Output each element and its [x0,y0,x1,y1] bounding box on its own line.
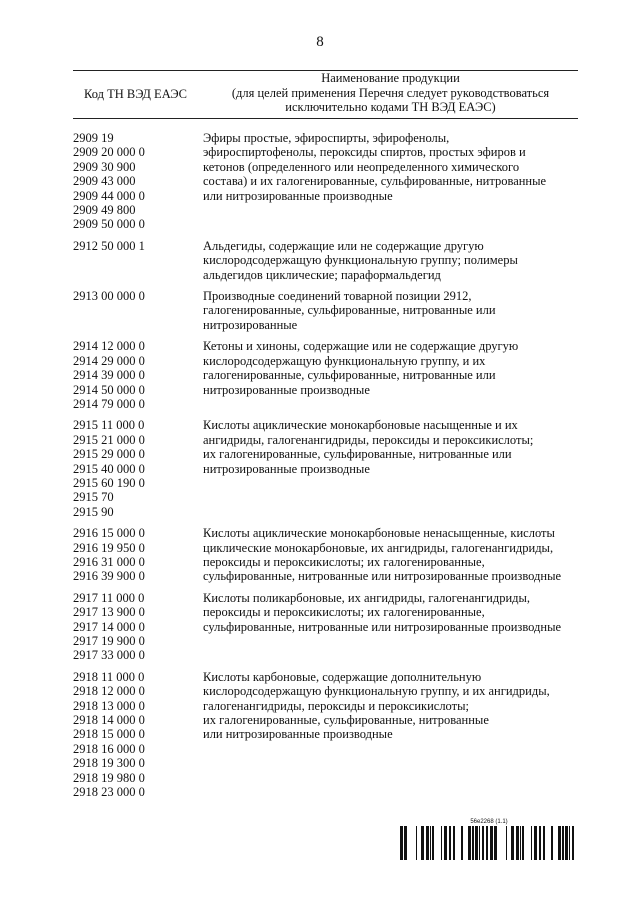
tnved-code: 2915 40 000 0 [73,461,145,476]
description-line: их галогенированные, сульфированные, нитрованные [203,713,489,728]
tnved-code: 2918 15 000 0 [73,727,145,742]
description-line: кетонов (определенного или неопределенного химического [203,159,520,174]
barcode-bar [520,826,521,860]
tnved-code: 2918 16 000 0 [73,741,145,756]
description-line: или нитрозированные производные [203,188,393,203]
description-line: эфироспиртофенолы, пероксиды спиртов, простых эфиров и [203,145,526,160]
barcode-label: 56e2268 (1.1) [470,819,508,825]
description-line: кислородсодержащую функциональную группу, и их ангидриды, [203,684,550,699]
description-line: Кислоты поликарбоновые, их ангидриды, галогенангидриды, [203,590,531,605]
tnved-code: 2915 90 [73,504,114,519]
table-row [73,289,583,332]
barcode-bar [479,826,480,860]
table-row [73,526,583,584]
barcode-bar [472,826,474,860]
tnved-code: 2915 11 000 0 [73,418,145,433]
barcode-bar [444,826,447,860]
product-description [203,591,583,663]
tnved-code: 2909 19 [73,131,114,145]
product-description [203,289,583,332]
barcode-bar [453,826,455,860]
barcode-bar [516,826,519,860]
tnved-code: 2918 23 000 0 [73,785,145,800]
header-name-line: исключительно кодами ТН ВЭД ЕАЭС) [285,100,496,114]
table-row [73,418,583,519]
description-line: галогенангидриды, пероксиды и пероксикислоты; [203,698,469,713]
description-line: Кислоты ациклические монокарбоновые ненасыщенные, кислоты [203,526,555,541]
description-line: пероксиды и пероксикислоты; их галогенированные, [203,605,485,620]
tnved-code: 2917 13 900 0 [73,605,145,620]
tnved-code: 2909 44 000 0 [73,188,145,203]
barcode-bar [486,826,488,860]
tnved-codes [73,418,203,519]
description-line: или нитрозированные производные [203,727,393,742]
description-line: кислородсодержащую функциональную группу, и их [203,353,486,368]
barcode-bar [400,826,403,860]
barcode-bar [494,826,497,860]
product-description [203,670,583,800]
barcode-bar [430,826,431,860]
tnved-code: 2917 14 000 0 [73,619,145,634]
barcode-bar [562,826,564,860]
product-description [203,418,583,519]
barcode-bar [569,826,570,860]
barcode-bar [468,826,471,860]
tnved-codes [73,289,203,332]
tnved-code: 2909 50 000 0 [73,217,145,232]
tnved-code: 2913 00 000 0 [73,289,145,304]
description-line: галогенированные, сульфированные, нитрованные или [203,368,496,383]
tnved-code: 2916 19 950 0 [73,540,145,555]
tnved-code: 2917 19 900 0 [73,634,145,648]
tnved-code: 2915 29 000 0 [73,447,145,462]
barcode-bar [534,826,537,860]
tnved-code: 2909 20 000 0 [73,145,145,160]
barcode-bar [565,826,568,860]
barcode-bar [490,826,493,860]
description-line: нитрозированные [203,317,298,332]
description-line: Эфиры простые, эфироспирты, эфирофенолы, [203,131,450,145]
product-description [203,526,583,584]
barcode-bar [531,826,532,860]
description-line: Кислоты карбоновые, содержащие дополнительную [203,669,482,684]
product-table-body [73,131,583,806]
tnved-code: 2916 39 900 0 [73,569,145,584]
tnved-code: 2918 12 000 0 [73,684,145,699]
table-row [73,591,583,663]
barcode-bar [475,826,478,860]
barcode-bar [416,826,417,860]
description-line: сульфированные, нитрованные или нитрозированные производные [203,619,562,634]
description-line: нитрозированные производные [203,382,370,397]
header-name-line: Наименование продукции [321,71,460,85]
tnved-code: 2915 60 190 0 [73,475,145,490]
header-name-line: (для целей применения Перечня следует руководствоваться [231,85,550,100]
barcode-bar [421,826,424,860]
product-description [203,131,583,232]
barcode-bar [539,826,541,860]
barcode-bar [432,826,434,860]
barcode-bar [461,826,463,860]
table-row [73,339,583,411]
description-line: Производные соединений товарной позиции 2912, [203,289,472,304]
barcode-icon [400,826,578,860]
description-line: галогенированные, сульфированные, нитрованные или [203,303,496,318]
barcode-bar [543,826,545,860]
tnved-code: 2915 70 [73,490,114,505]
barcode-bar [572,826,574,860]
tnved-codes [73,339,203,411]
tnved-code: 2917 33 000 0 [73,648,145,663]
description-line: пероксиды и пероксикислоты; их галогенированные, [203,554,485,569]
table-row [73,670,583,800]
barcode-bar [522,826,524,860]
tnved-code: 2918 11 000 0 [73,669,145,684]
table-row [73,239,583,282]
tnved-codes [73,131,203,232]
header-code-column: Код ТН ВЭД ЕАЭС [83,87,187,101]
description-line: кислородсодержащую функциональную группу; полимеры [203,253,518,268]
product-description [203,339,583,411]
tnved-code: 2914 12 000 0 [73,339,145,354]
table-row [73,131,583,232]
description-line: Альдегиды, содержащие или не содержащие другую [203,238,484,253]
description-line: ангидриды, галогенангидриды, пероксиды и пероксикислоты; [203,432,534,447]
tnved-code: 2916 15 000 0 [73,526,145,541]
description-line: циклические монокарбоновые, их ангидриды, галогенангидриды, [203,540,554,555]
barcode-bar [404,826,407,860]
barcode-bar [511,826,514,860]
barcode-bar [449,826,451,860]
tnved-code: 2918 13 000 0 [73,698,145,713]
description-line: их галогенированные, сульфированные, нитрованные или [203,447,512,462]
tnved-code: 2915 21 000 0 [73,432,145,447]
tnved-code: 2918 19 300 0 [73,756,145,771]
barcode-bar [482,826,484,860]
tnved-code: 2916 31 000 0 [73,554,145,569]
tnved-codes [73,526,203,584]
tnved-code: 2918 19 980 0 [73,770,145,785]
barcode-bar [441,826,442,860]
description-line: состава) и их галогенированные, сульфированные, нитрованные [203,174,547,189]
tnved-code: 2912 50 000 1 [73,238,145,253]
barcode-bar [506,826,507,860]
barcode-bar [426,826,429,860]
barcode [400,818,578,860]
tnved-code: 2914 29 000 0 [73,353,145,368]
barcode-bar [558,826,561,860]
header-bottom-rule [73,118,578,119]
tnved-codes [73,670,203,800]
description-line: нитрозированные производные [203,461,370,476]
tnved-code: 2914 39 000 0 [73,368,145,383]
header-name-column [203,71,578,115]
tnved-codes [73,591,203,663]
tnved-code: 2917 11 000 0 [73,590,145,605]
tnved-code: 2909 43 000 [73,174,136,189]
page-number: 8 [316,34,324,50]
tnved-code: 2918 14 000 0 [73,713,145,728]
description-line: сульфированные, нитрованные или нитрозированные производные [203,569,562,584]
tnved-code: 2909 30 900 [73,159,136,174]
product-description [203,239,583,282]
barcode-bar [551,826,553,860]
tnved-code: 2914 50 000 0 [73,382,145,397]
description-line: Кислоты ациклические монокарбоновые насыщенные и их [203,418,518,433]
description-line: Кетоны и хиноны, содержащие или не содержащие другую [203,339,519,354]
tnved-codes [73,239,203,282]
tnved-code: 2909 49 800 [73,203,136,218]
description-line: альдегидов циклические; параформальдегид [203,267,441,282]
tnved-code: 2914 79 000 0 [73,396,145,411]
